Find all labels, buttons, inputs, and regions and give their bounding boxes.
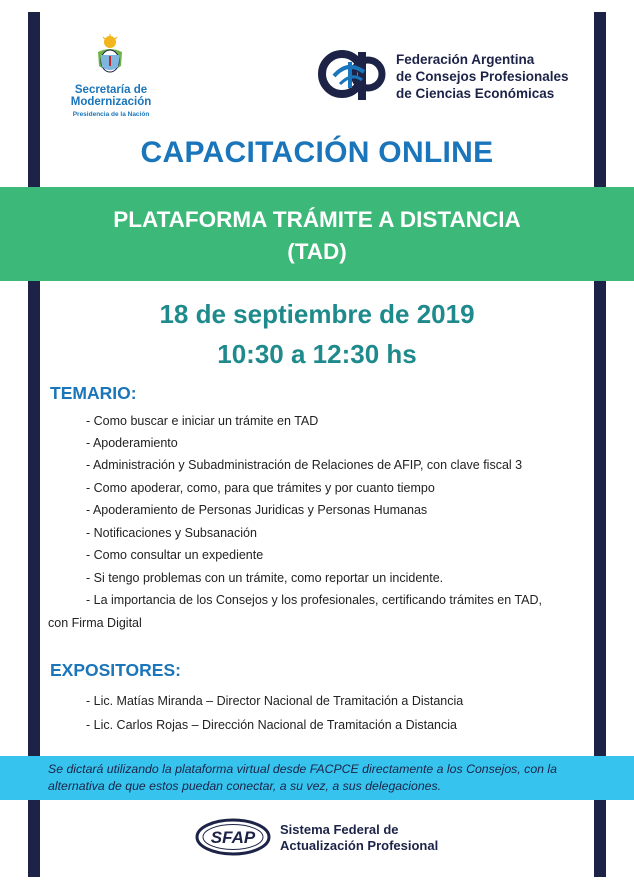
info-note-line2: alternativa de que estos puedan conectar, a su vez, a sus delegaciones. [48, 779, 442, 793]
facpce-name-line1: Federación Argentina [396, 52, 535, 67]
secretaria-subtitle: Presidencia de la Nación [72, 111, 150, 118]
temario-item: - La importancia de los Consejos y los profesionales, certificando trámites en TAD, [86, 593, 542, 607]
temario-item: - Notificaciones y Subsanación [86, 526, 257, 540]
facpce-name-line2: de Consejos Profesionales [396, 69, 569, 84]
topic-banner [0, 187, 634, 281]
temario-item: - Apoderamiento [86, 436, 178, 450]
info-note-banner [0, 756, 634, 800]
temario-heading: TEMARIO: [50, 383, 137, 403]
event-time: 10:30 a 12:30 hs [217, 339, 417, 369]
expositor-item: - Lic. Carlos Rojas – Dirección Nacional de Tramitación a Distancia [86, 718, 457, 732]
temario-item: - Si tengo problemas con un trámite, como reportar un incidente. [86, 571, 444, 585]
facpce-logo-icon [318, 44, 388, 104]
temario-item: - Como consultar un expediente [86, 548, 264, 562]
sfap-name-line1: Sistema Federal de [280, 822, 399, 837]
temario-item: - Como apoderar, como, para que trámites y por cuanto tiempo [86, 481, 435, 495]
temario-item: - Apoderamiento de Personas Juridicas y Personas Humanas [86, 503, 428, 517]
sfap-name-line2: Actualización Profesional [280, 838, 439, 853]
secretaria-name-line1: Secretaría de [74, 84, 148, 96]
facpce-name-line3: de Ciencias Económicas [396, 86, 555, 101]
event-date: 18 de septiembre de 2019 [159, 299, 475, 329]
sfap-logo-text: SFAP [210, 828, 256, 847]
temario-item: - Administración y Subadministración de Relaciones de AFIP, con clave fiscal 3 [86, 458, 523, 472]
info-note-line1: Se dictará utilizando la plataforma virtual desde FACPCE directamente a los Consejos, con la [48, 762, 557, 776]
expositor-item: - Lic. Matías Miranda – Director Nacional de Tramitación a Distancia [86, 694, 464, 708]
topic-banner-line1: PLATAFORMA TRÁMITE A DISTANCIA [113, 207, 521, 232]
secretaria-name-line2: Modernización [70, 96, 152, 108]
expositores-heading: EXPOSITORES: [50, 660, 181, 680]
page-title: CAPACITACIÓN ONLINE [140, 136, 494, 169]
temario-item: - Como buscar e iniciar un trámite en TAD [86, 414, 319, 428]
temario-item-continuation: con Firma Digital [48, 616, 142, 630]
sfap-logo-icon [194, 817, 272, 857]
secretaria-name [55, 84, 167, 108]
argentina-coat-of-arms-icon [94, 34, 126, 82]
topic-banner-line2: (TAD) [287, 239, 347, 264]
